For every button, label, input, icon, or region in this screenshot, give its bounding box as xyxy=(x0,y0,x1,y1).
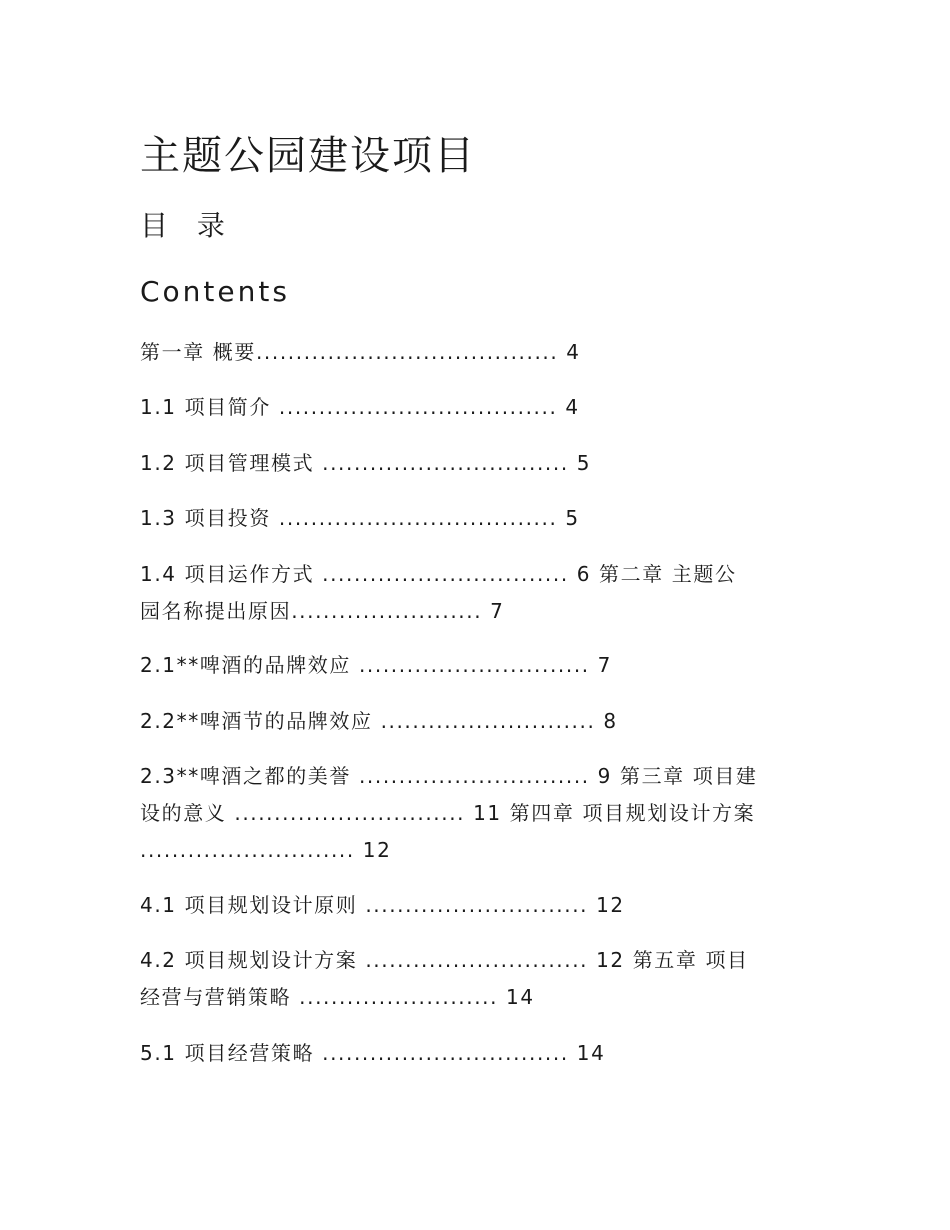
toc-entry-line: 1.3 项目投资 ................................... 5 xyxy=(140,506,580,530)
toc-entry-line: ........................... 12 xyxy=(140,838,392,862)
toc-entry-1-1[interactable] xyxy=(140,389,816,426)
toc-entry-line: 1.4 项目运作方式 ............................... 6 第二章 主题公 xyxy=(140,562,737,586)
toc-entry-2-3[interactable] xyxy=(140,758,816,869)
document-title: 主题公园建设项目 xyxy=(140,133,476,179)
toc-entry-1-2[interactable] xyxy=(140,445,816,482)
toc-entry-line: 经营与营销策略 ......................... 14 xyxy=(140,985,535,1009)
toc-entry-line: 4.1 项目规划设计原则 ............................ 12 xyxy=(140,893,625,917)
toc-entry-4-1[interactable] xyxy=(140,887,816,924)
toc-entry-line: 2.2**啤酒节的品牌效应 ........................... 8 xyxy=(140,709,618,733)
toc-entry-line: 4.2 项目规划设计方案 ............................ 12 第五章 项目 xyxy=(140,948,749,972)
toc-entry-2-1[interactable] xyxy=(140,647,816,684)
toc-entry-line: 1.2 项目管理模式 ............................... 5 xyxy=(140,451,592,475)
toc-entry-line: 5.1 项目经营策略 ............................... 14 xyxy=(140,1041,606,1065)
toc-entry-line: 设的意义 ............................. 11 第四章 项目规划设计方案 xyxy=(140,801,756,825)
toc-entry-line: 2.3**啤酒之都的美誉 ............................. 9 第三章 项目建 xyxy=(140,764,758,788)
toc-entry-2-2[interactable] xyxy=(140,703,816,740)
toc-entry-chapter-1[interactable] xyxy=(140,334,816,371)
toc-entry-line: 园名称提出原因........................ 7 xyxy=(140,599,505,623)
toc-heading: 目 录 xyxy=(140,209,235,242)
toc-entry-4-2[interactable] xyxy=(140,942,816,1016)
toc-entry-line: 第一章 概要...................................... 4 xyxy=(140,340,581,364)
toc-entry-1-4[interactable] xyxy=(140,556,816,630)
toc-entry-line: 2.1**啤酒的品牌效应 ............................. 7 xyxy=(140,653,613,677)
toc-entry-1-3[interactable] xyxy=(140,500,816,537)
toc-entry-5-1[interactable] xyxy=(140,1035,816,1072)
contents-heading: Contents xyxy=(140,275,290,308)
toc-entry-line: 1.1 项目简介 ................................... 4 xyxy=(140,395,580,419)
